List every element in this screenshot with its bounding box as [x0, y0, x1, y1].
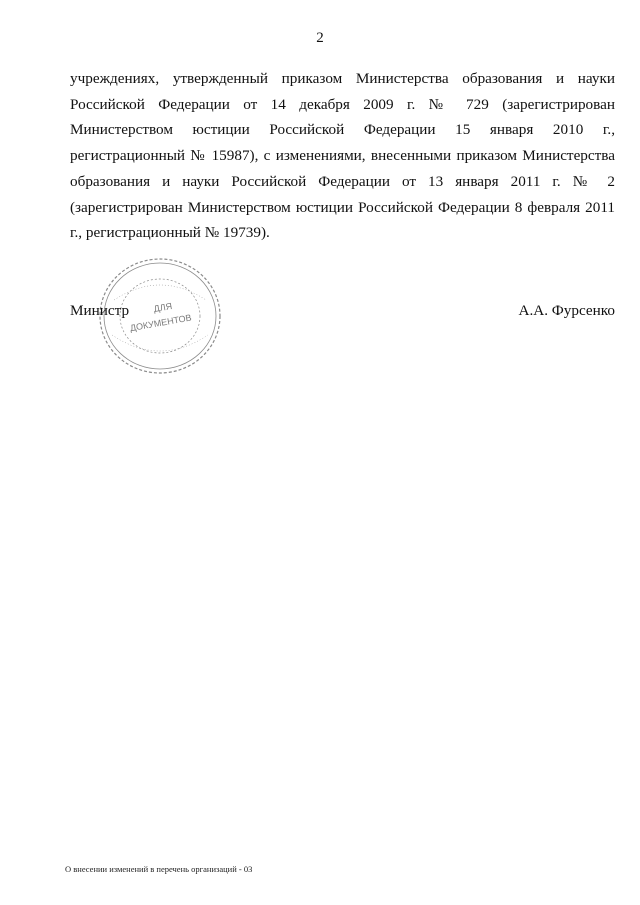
signatory-title: Министр	[70, 302, 130, 319]
stamp-text-line2: ДОКУМЕНТОВ	[129, 312, 193, 334]
footer-note: О внесении изменений в перечень организаций - 03	[65, 864, 253, 874]
signatory-name: А.А. Фурсенко	[518, 302, 615, 319]
body-paragraph: учреждениях, утвержденный приказом Министерства образования и науки Российской Федерации от 14 декабря 2009 г. № 729 (зарегистрирован Министерством юстиции Российской Федерации 15 января 2010 г., регистрационный № 15987), с изменениями, внесенными приказом Министерства образования и науки Российской Федерации от 13 января 2011 г. № 2 (зарегистрирован Министерством юстиции Российской Федерации 8 февраля 2011 г., регистрационный № 19739).	[70, 70, 615, 242]
stamp-text-line1: ДЛЯ	[152, 300, 173, 314]
signature-block	[70, 302, 615, 322]
page-number: 2	[316, 30, 324, 46]
